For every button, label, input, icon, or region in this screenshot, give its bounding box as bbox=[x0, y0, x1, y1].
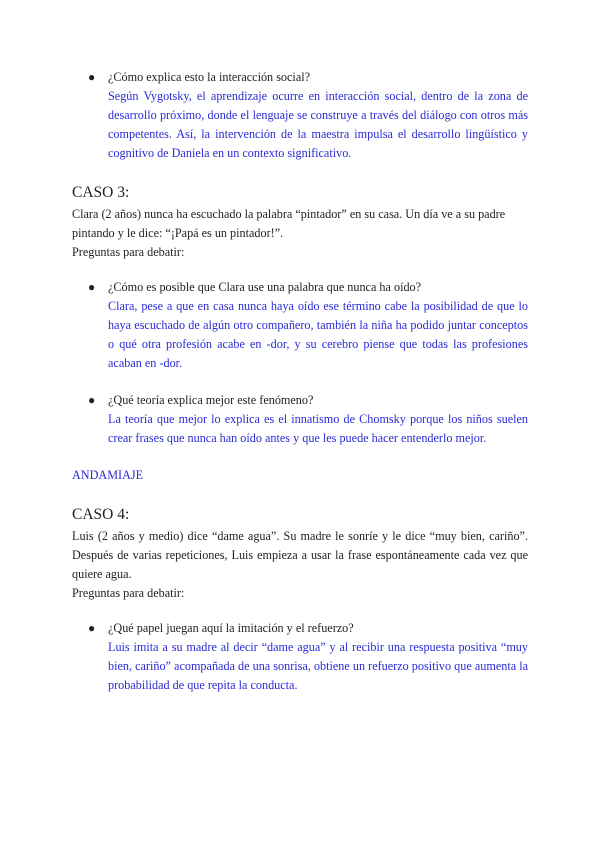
question-text: ¿Cómo es posible que Clara use una palabra que nunca ha oído? bbox=[108, 280, 422, 294]
caso4-text: Luis (2 años y medio) dice “dame agua”. Su madre le sonríe y le dice “muy bien, cariño”. Después de varias repeticiones, Luis empieza a usar la frase espontáneamente cada vez que quiere agua. bbox=[72, 529, 528, 581]
answer-text: Clara, pese a que en casa nunca haya oído ese término cabe la posibilidad de que lo haya escuchado de algún otro compañero, también la niña ha podido juntar conceptos o qué otra profesión acabe en -dor, y su cerebro piense que todas las profesiones acaban en -dor. bbox=[108, 299, 528, 370]
caso4-title: CASO 4: bbox=[72, 506, 130, 523]
question-item bbox=[108, 619, 528, 695]
bullet-icon: ● bbox=[88, 621, 96, 635]
question-text: ¿Qué papel juegan aquí la imitación y el refuerzo? bbox=[108, 621, 354, 635]
answer-text: Luis imita a su madre al decir “dame agua” y al recibir una respuesta positiva “muy bien, cariño” acompañada de una sonrisa, obtiene un refuerzo positivo que aumenta la probabilidad de que repita la conducta. bbox=[108, 640, 528, 692]
question-item bbox=[108, 278, 528, 373]
caso3-section bbox=[72, 183, 528, 203]
question-item bbox=[108, 391, 528, 448]
answer-text: Según Vygotsky, el aprendizaje ocurre en interacción social, dentro de la zona de desarrollo próximo, donde el lenguaje se construye a través del diálogo con otros más competentes. Así, la intervención de la maestra impulsa el desarrollo lingüístico y cognitivo de Daniela en un contexto significativo. bbox=[108, 89, 528, 160]
caso4-prompt: Preguntas para debatir: bbox=[72, 586, 185, 600]
answer-text: La teoría que mejor lo explica es el innatismo de Chomsky porque los niños suelen crear frases que nunca han oído antes y que les puede hacer entenderlo mejor. bbox=[108, 412, 528, 445]
bullet-icon: ● bbox=[88, 280, 96, 294]
caso3-prompt: Preguntas para debatir: bbox=[72, 245, 185, 259]
bullet-icon: ● bbox=[88, 393, 96, 407]
caso3-body bbox=[72, 205, 528, 262]
andamiaje-label: ANDAMIAJE bbox=[72, 468, 144, 482]
caso3-title: CASO 3: bbox=[72, 184, 130, 201]
andamiaje-label-block bbox=[72, 466, 528, 485]
caso3-text: Clara (2 años) nunca ha escuchado la palabra “pintador” en su casa. Un día ve a su padre pintando y le dice: “¡Papá es un pintador!”. bbox=[72, 207, 506, 240]
question-text: ¿Qué teoría explica mejor este fenómeno? bbox=[108, 393, 314, 407]
bullet-icon: ● bbox=[88, 70, 96, 84]
question-text: ¿Cómo explica esto la interacción social? bbox=[108, 70, 311, 84]
caso4-body bbox=[72, 527, 528, 603]
caso4-section bbox=[72, 505, 528, 525]
question-item bbox=[108, 68, 528, 163]
